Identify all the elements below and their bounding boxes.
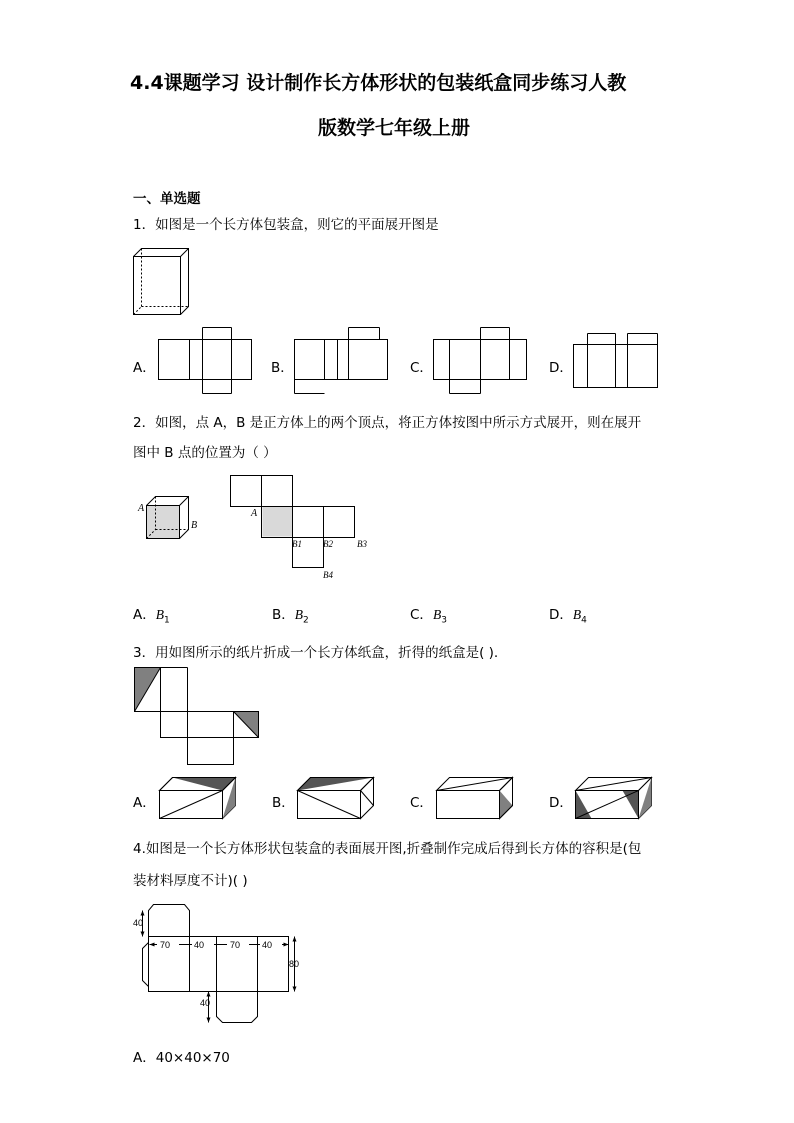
- doc-title-line1: 4.4课题学习 设计制作长方体形状的包装纸盒同步练习人教: [130, 72, 627, 94]
- q1-option-d-net[interactable]: [572, 332, 662, 392]
- q3-option-a-label[interactable]: A．: [133, 795, 156, 811]
- q1-option-a-net[interactable]: [156, 326, 256, 396]
- q4-package-net: [133, 900, 308, 1030]
- q4-dim-depth-2: 40: [262, 940, 273, 950]
- q3-option-b-label[interactable]: B．: [272, 795, 295, 811]
- q2-net-label-a: A: [251, 508, 258, 519]
- q3-option-d-box[interactable]: [574, 776, 654, 821]
- q3-option-b-box[interactable]: [296, 776, 376, 821]
- q4-text-line1: 4.如图是一个长方体形状包装盒的表面展开图,折叠制作完成后得到长方体的容积是(包: [133, 841, 642, 857]
- q2-cube-figure: [136, 493, 206, 548]
- q2-net-label-b2: B2: [323, 539, 333, 549]
- q2-text-line1: 2．如图，点 A，B 是正方体上的两个顶点，将正方体按图中所示方式展开，则在展开: [133, 415, 642, 431]
- q1-option-d-label[interactable]: D．: [549, 360, 573, 376]
- q3-paper-net: [133, 665, 263, 765]
- q4-dim-width-2: 70: [230, 940, 241, 950]
- q2-cube-label-b: B: [191, 520, 198, 531]
- doc-title-line2: 版数学七年级上册: [318, 117, 471, 139]
- q1-box-figure: [133, 246, 193, 316]
- q3-text: 3．用如图所示的纸片折成一个长方体纸盒，折得的纸盒是( ).: [133, 645, 499, 661]
- q2-cube-net: [226, 471, 386, 586]
- q4-dim-top-flap: 40: [133, 918, 144, 928]
- q4-text-line2: 装材料厚度不计)( ): [133, 873, 248, 889]
- q2-cube-label-a: A: [138, 503, 145, 514]
- q2-option-b[interactable]: B．$B_2$: [272, 607, 309, 626]
- q2-net-label-b1: B1: [292, 539, 302, 549]
- q1-option-a-label[interactable]: A．: [133, 360, 156, 376]
- q1-option-b-net[interactable]: [293, 326, 393, 396]
- q2-option-d[interactable]: D．$B_4$: [549, 607, 587, 626]
- q4-dim-width-1: 70: [160, 940, 171, 950]
- q2-net-label-b4: B4: [323, 570, 333, 580]
- q4-dim-depth-1: 40: [194, 940, 205, 950]
- q1-text: 1．如图是一个长方体包装盒，则它的平面展开图是: [133, 217, 439, 233]
- q1-option-c-net[interactable]: [432, 326, 532, 396]
- q3-option-c-box[interactable]: [435, 776, 515, 821]
- q3-option-c-label[interactable]: C．: [410, 795, 433, 811]
- q2-option-c[interactable]: C．$B_3$: [410, 607, 447, 626]
- q1-option-c-label[interactable]: C．: [410, 360, 433, 376]
- q4-option-a[interactable]: A．40×40×70: [133, 1050, 230, 1066]
- q3-option-d-label[interactable]: D．: [549, 795, 573, 811]
- section-heading: 一、单选题: [133, 191, 201, 207]
- q3-option-a-box[interactable]: [158, 776, 238, 821]
- q1-option-b-label[interactable]: B．: [271, 360, 294, 376]
- q2-option-a[interactable]: A．$B_1$: [133, 607, 170, 626]
- q4-dim-height: 80: [289, 959, 300, 969]
- q4-dim-bottom-flap: 40: [200, 998, 211, 1008]
- q2-net-label-b3: B3: [357, 539, 367, 549]
- q2-text-line2: 图中 B 点的位置为（ ）: [133, 445, 277, 461]
